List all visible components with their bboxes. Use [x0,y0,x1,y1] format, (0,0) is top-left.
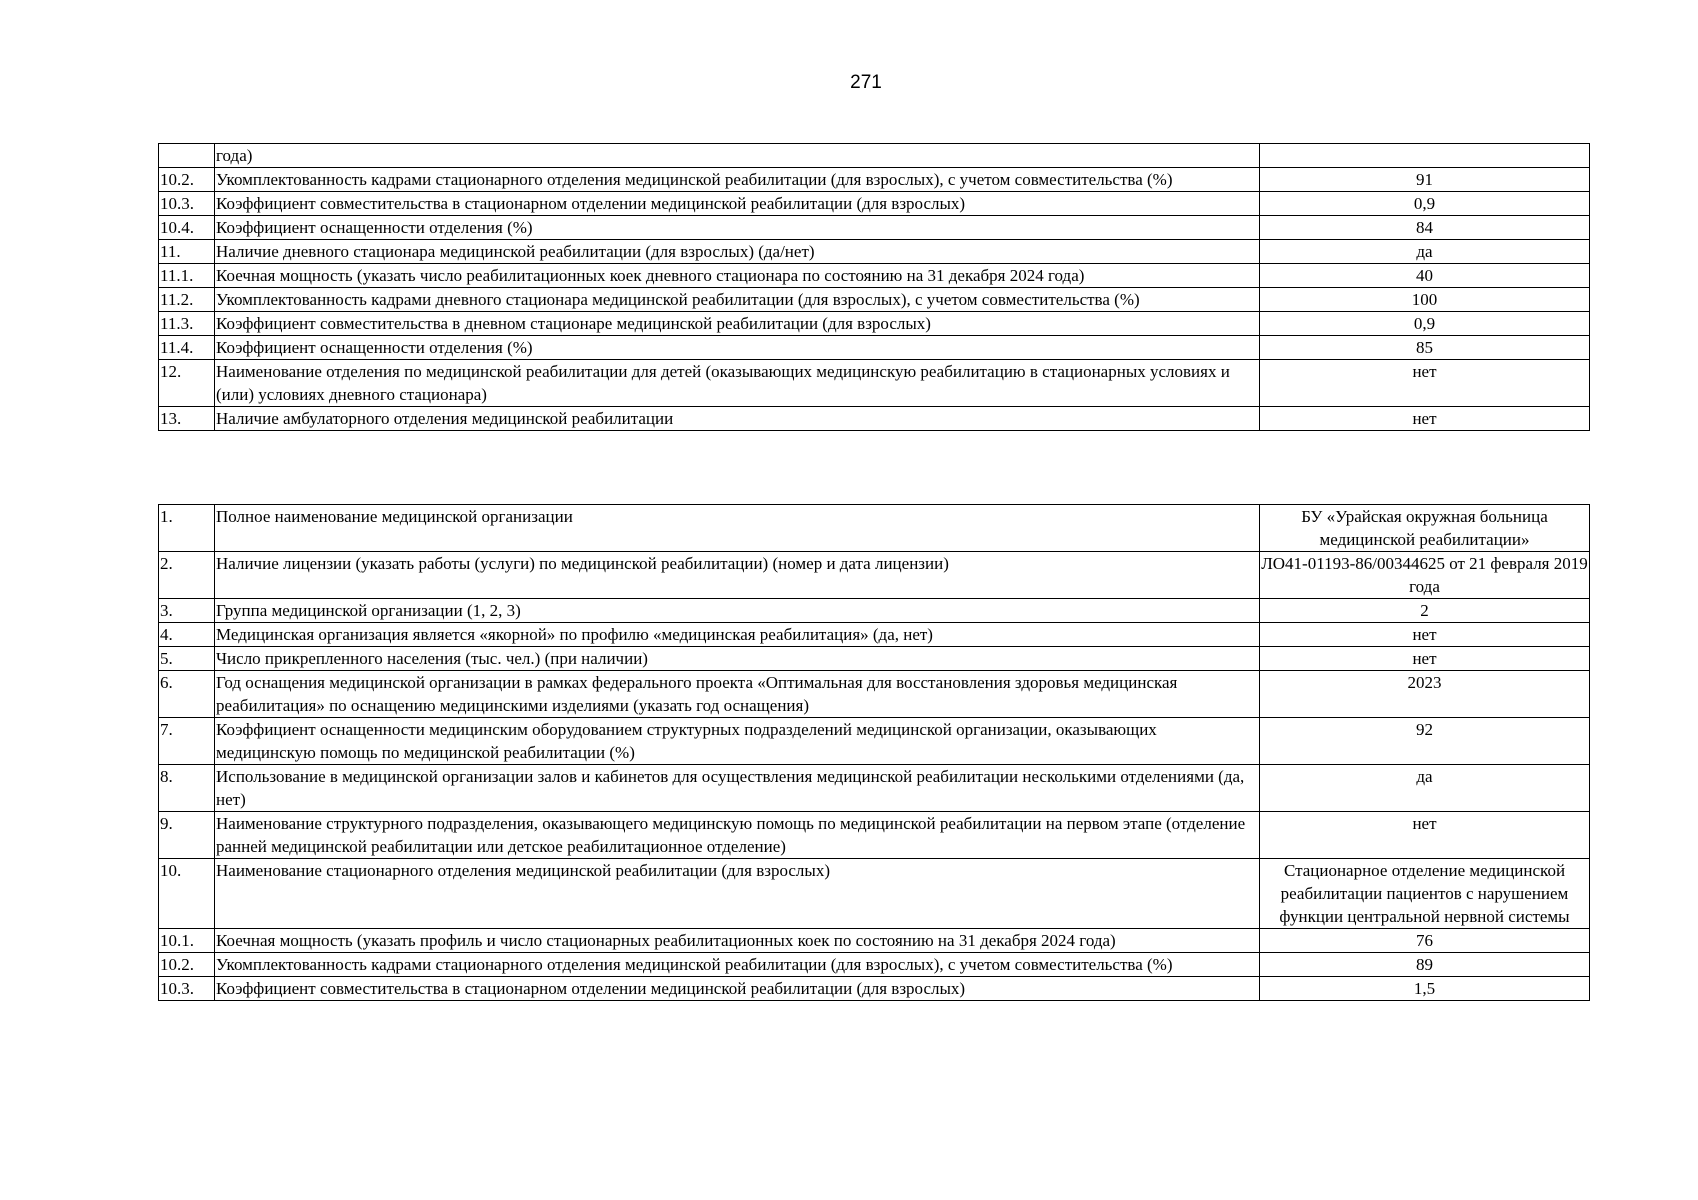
table-row [159,336,1590,360]
row-number: 10.3. [159,192,215,216]
row-label: Укомплектованность кадрами дневного стационара медицинской реабилитации (для взрослых), с учетом совместительства (%) [215,288,1260,312]
row-value: нет [1260,623,1590,647]
table-row [159,812,1590,859]
row-number [159,144,215,168]
rehab-organization-table [158,504,1590,1001]
row-number: 10.2. [159,953,215,977]
table-row [159,718,1590,765]
row-label: Коэффициент совместительства в стационарном отделении медицинской реабилитации (для взрослых) [215,977,1260,1001]
row-value: 100 [1260,288,1590,312]
table-row [159,192,1590,216]
row-number: 13. [159,407,215,431]
row-number: 9. [159,812,215,859]
row-value: 91 [1260,168,1590,192]
row-value: БУ «Урайская окружная больница медицинской реабилитации» [1260,505,1590,552]
row-value: 2023 [1260,671,1590,718]
row-label: Группа медицинской организации (1, 2, 3) [215,599,1260,623]
row-label: Наименование стационарного отделения медицинской реабилитации (для взрослых) [215,859,1260,929]
row-label: Коечная мощность (указать профиль и число стационарных реабилитационных коек по состоянию на 31 декабря 2024 года) [215,929,1260,953]
row-label: Полное наименование медицинской организации [215,505,1260,552]
table-row [159,929,1590,953]
table-body [159,144,1590,431]
row-label: Коэффициент оснащенности отделения (%) [215,216,1260,240]
row-value: нет [1260,360,1590,407]
row-value: 85 [1260,336,1590,360]
row-value: нет [1260,812,1590,859]
row-number: 11.2. [159,288,215,312]
row-number: 1. [159,505,215,552]
row-number: 2. [159,552,215,599]
row-number: 5. [159,647,215,671]
table-row [159,240,1590,264]
row-value: 0,9 [1260,312,1590,336]
table-row [159,647,1590,671]
table-row [159,671,1590,718]
row-number: 7. [159,718,215,765]
row-value: 0,9 [1260,192,1590,216]
row-label: Наименование структурного подразделения, оказывающего медицинскую помощь по медицинской реабилитации на первом этапе (отделение ранней медицинской реабилитации или детское реабилитационное отделение) [215,812,1260,859]
row-label: Коэффициент оснащенности отделения (%) [215,336,1260,360]
row-value: 84 [1260,216,1590,240]
row-number: 11.3. [159,312,215,336]
row-value: нет [1260,647,1590,671]
row-number: 11.1. [159,264,215,288]
row-value: нет [1260,407,1590,431]
page-number: 271 [850,72,882,93]
row-value: 89 [1260,953,1590,977]
row-label: Наименование отделения по медицинской реабилитации для детей (оказывающих медицинскую реабилитацию в стационарных условиях и (или) условиях дневного стационара) [215,360,1260,407]
table-row [159,623,1590,647]
row-label: Коэффициент совместительства в стационарном отделении медицинской реабилитации (для взрослых) [215,192,1260,216]
table-row [159,288,1590,312]
row-value: да [1260,240,1590,264]
table-row [159,505,1590,552]
table-row [159,552,1590,599]
row-label: Число прикрепленного населения (тыс. чел.) (при наличии) [215,647,1260,671]
table-row [159,168,1590,192]
row-number: 12. [159,360,215,407]
row-number: 11. [159,240,215,264]
row-value: 92 [1260,718,1590,765]
row-value [1260,144,1590,168]
row-number: 4. [159,623,215,647]
row-label: Укомплектованность кадрами стационарного отделения медицинской реабилитации (для взрослых), с учетом совместительства (%) [215,953,1260,977]
row-label: Год оснащения медицинской организации в рамках федерального проекта «Оптимальная для восстановления здоровья медицинская реабилитация» по оснащению медицинскими изделиями (указать год оснащения) [215,671,1260,718]
row-number: 10. [159,859,215,929]
table-row [159,312,1590,336]
row-number: 8. [159,765,215,812]
row-number: 10.4. [159,216,215,240]
row-label: Медицинская организация является «якорной» по профилю «медицинская реабилитация» (да, нет) [215,623,1260,647]
row-value: Стационарное отделение медицинской реабилитации пациентов с нарушением функции центральной нервной системы [1260,859,1590,929]
row-label: Использование в медицинской организации залов и кабинетов для осуществления медицинской реабилитации несколькими отделениями (да, нет) [215,765,1260,812]
row-label: Коэффициент оснащенности медицинским оборудованием структурных подразделений медицинской организации, оказывающих медицинскую помощь по медицинской реабилитации (%) [215,718,1260,765]
row-number: 6. [159,671,215,718]
row-label: Наличие амбулаторного отделения медицинской реабилитации [215,407,1260,431]
table-row [159,859,1590,929]
row-label: Коечная мощность (указать число реабилитационных коек дневного стационара по состоянию на 31 декабря 2024 года) [215,264,1260,288]
table-row [159,144,1590,168]
table-row [159,765,1590,812]
row-label: Укомплектованность кадрами стационарного отделения медицинской реабилитации (для взрослых), с учетом совместительства (%) [215,168,1260,192]
table-row [159,977,1590,1001]
row-label: года) [215,144,1260,168]
table-row [159,953,1590,977]
row-label: Наличие дневного стационара медицинской реабилитации (для взрослых) (да/нет) [215,240,1260,264]
table-row [159,360,1590,407]
row-number: 10.3. [159,977,215,1001]
row-value: ЛО41-01193-86/00344625 от 21 февраля 2019 года [1260,552,1590,599]
rehab-table-continued [158,143,1590,431]
row-label: Коэффициент совместительства в дневном стационаре медицинской реабилитации (для взрослых) [215,312,1260,336]
row-value: 40 [1260,264,1590,288]
table-body [159,505,1590,1001]
table-row [159,216,1590,240]
row-number: 11.4. [159,336,215,360]
table-row [159,264,1590,288]
row-number: 3. [159,599,215,623]
row-value: 2 [1260,599,1590,623]
table-row [159,407,1590,431]
table-row [159,599,1590,623]
row-label: Наличие лицензии (указать работы (услуги) по медицинской реабилитации) (номер и дата лицензии) [215,552,1260,599]
row-value: да [1260,765,1590,812]
row-number: 10.1. [159,929,215,953]
row-value: 1,5 [1260,977,1590,1001]
row-number: 10.2. [159,168,215,192]
row-value: 76 [1260,929,1590,953]
